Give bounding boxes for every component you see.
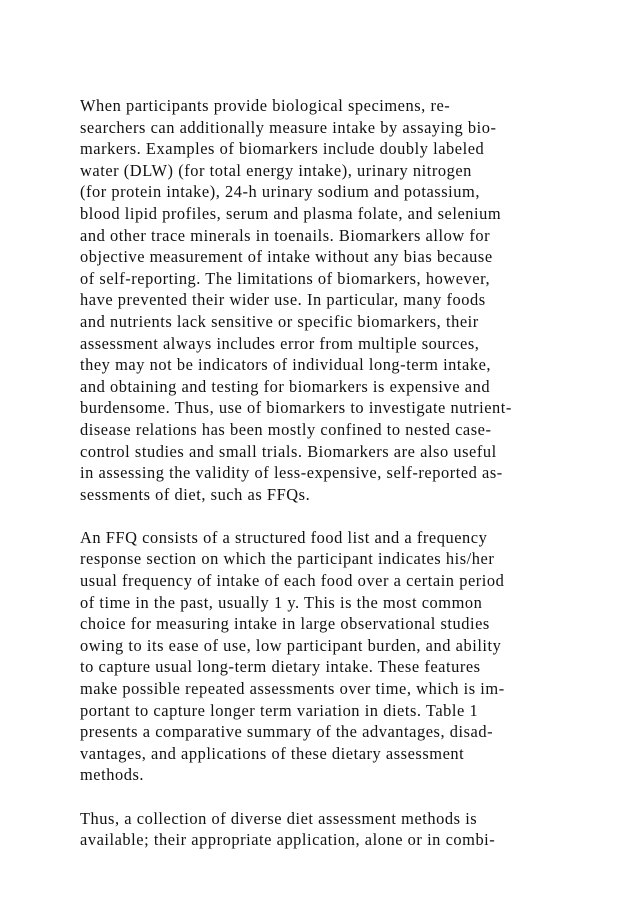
text-line: available; their appropriate application, alone or in combi- xyxy=(80,830,496,850)
text-line: owing to its ease of use, low participant burden, and ability xyxy=(80,635,502,655)
text-line: markers. Examples of biomarkers include doubly labeled xyxy=(80,139,485,159)
text-line: searchers can additionally measure intake by assaying bio- xyxy=(80,117,497,137)
text-line: An FFQ consists of a structured food list and a frequency xyxy=(80,527,488,547)
text-line: in assessing the validity of less-expensive, self-reported as- xyxy=(80,463,503,483)
text-line: and other trace minerals in toenails. Biomarkers allow for xyxy=(80,225,491,245)
text-line: have prevented their wider use. In particular, many foods xyxy=(80,290,486,310)
text-line: disease relations has been mostly confined to nested case- xyxy=(80,419,492,439)
text-line: usual frequency of intake of each food over a certain period xyxy=(80,571,505,591)
text-line: choice for measuring intake in large observational studies xyxy=(80,614,490,634)
text-line: portant to capture longer term variation in diets. Table 1 xyxy=(80,700,479,720)
text-line: and nutrients lack sensitive or specific biomarkers, their xyxy=(80,311,479,331)
text-line: presents a comparative summary of the advantages, disad- xyxy=(80,722,494,742)
text-line: blood lipid profiles, serum and plasma folate, and selenium xyxy=(80,203,502,223)
paragraph-1 xyxy=(80,95,620,505)
text-line: of self-reporting. The limitations of biomarkers, however, xyxy=(80,268,491,288)
text-line: make possible repeated assessments over time, which is im- xyxy=(80,679,505,699)
text-line: to capture usual long-term dietary intake. These features xyxy=(80,657,481,677)
text-line: assessment always includes error from multiple sources, xyxy=(80,333,480,353)
text-line: objective measurement of intake without any bias because xyxy=(80,247,493,267)
text-line: burdensome. Thus, use of biomarkers to investigate nutrient- xyxy=(80,398,512,418)
body-text xyxy=(80,95,620,872)
text-line: control studies and small trials. Biomarkers are also useful xyxy=(80,441,497,461)
text-line: water (DLW) (for total energy intake), urinary nitrogen xyxy=(80,160,472,180)
text-line: and obtaining and testing for biomarkers is expensive and xyxy=(80,376,491,396)
text-line: response section on which the participant indicates his/her xyxy=(80,549,495,569)
paragraph-3 xyxy=(80,808,620,851)
text-line: (for protein intake), 24-h urinary sodium and potassium, xyxy=(80,182,480,202)
text-line: sessments of diet, such as FFQs. xyxy=(80,484,311,504)
paragraph-2 xyxy=(80,527,620,786)
text-line: vantages, and applications of these dietary assessment xyxy=(80,743,465,763)
text-line: methods. xyxy=(80,765,145,785)
text-line: of time in the past, usually 1 y. This is the most common xyxy=(80,592,483,612)
text-line: When participants provide biological specimens, re- xyxy=(80,96,451,115)
text-line: they may not be indicators of individual long-term intake, xyxy=(80,355,492,375)
text-line: Thus, a collection of diverse diet assessment methods is xyxy=(80,808,478,828)
